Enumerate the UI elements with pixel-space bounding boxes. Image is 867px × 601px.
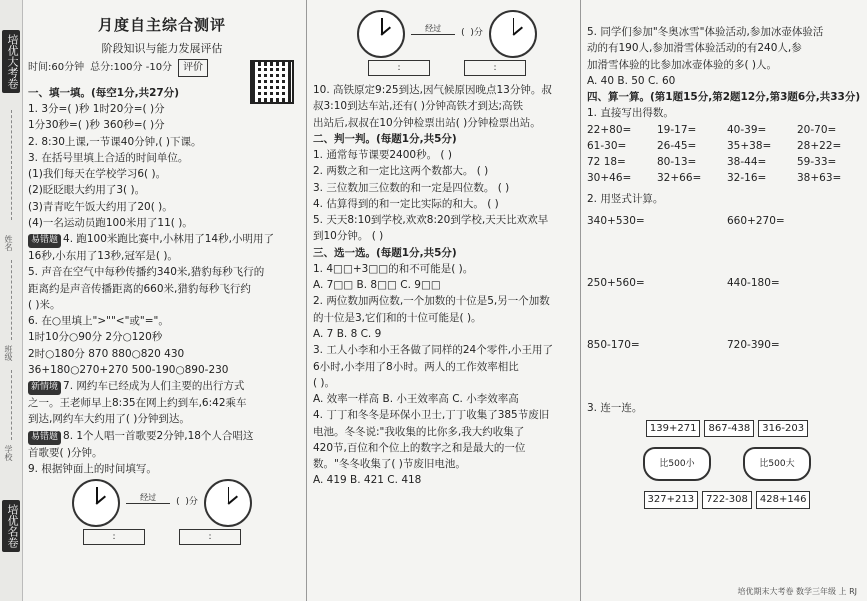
qr-code-icon (250, 60, 294, 104)
question-line (28, 281, 296, 297)
question-line (587, 105, 867, 121)
binding-school-label: 学校 (4, 445, 13, 461)
question-text: 距离约是声音传播距离的660米,猎豹每秒飞行约 (28, 282, 251, 295)
question-line (313, 98, 581, 114)
vertical-calc-grid (587, 213, 867, 354)
question-text: (1)我们每天在学校学习6( )。 (28, 168, 167, 181)
clock-end-icon (489, 10, 537, 58)
link-cards-bottom (587, 491, 867, 509)
question-line (28, 297, 296, 313)
calc-item: 22+80= (587, 123, 632, 136)
column-1-questions (28, 85, 296, 477)
question-text: 2时○180分 870 880○820 430 (28, 347, 185, 360)
question-line (28, 329, 296, 345)
question-text: 1. 3分=( )秒 1时20分=( )分 (28, 103, 165, 116)
question-line (313, 326, 581, 342)
question-text: 1. 4□□+3□□的和不可能是( )。 (313, 262, 474, 275)
calc-item: 59-33= (797, 156, 837, 169)
vertical-calc-item: 660+270= (727, 214, 785, 227)
question-line (313, 180, 581, 196)
question-text: (4)一名运动员跑100米用了11( )。 (28, 216, 193, 229)
footer-text: 培优期末大考卷 数学三年级 上 RJ (737, 587, 857, 596)
question-line (28, 248, 296, 264)
question-line (587, 40, 867, 56)
question-text: (3)青青吃午饭大约用了20( )。 (28, 200, 173, 213)
clock-end-icon (204, 479, 252, 527)
question-text: A. 效率一样高 B. 小王效率高 C. 小李效率高 (313, 393, 519, 406)
question-line (28, 166, 296, 182)
calc-item: 30+46= (587, 172, 632, 185)
question-line (313, 359, 581, 375)
calc-item: 20-70= (797, 123, 837, 136)
question-line (28, 346, 296, 362)
question-line (28, 428, 296, 445)
bag-icon[interactable]: 比500小 (643, 447, 711, 481)
question-text: 5. 声音在空气中每秒传播约340米,猎豹每秒飞行的 (28, 266, 265, 279)
question-text: 9. 根据钟面上的时间填写。 (28, 462, 157, 475)
question-text: A. 40 B. 50 C. 60 (587, 74, 676, 87)
answer-box[interactable]: : (368, 60, 430, 76)
column-2-questions (313, 82, 581, 489)
link-card[interactable]: 428+146 (756, 491, 811, 509)
question-text: 出站后,叔叔在10分钟检票出站( )分钟检票出站。 (313, 116, 541, 129)
question-text: 4. 估算得到的和一定比实际的和大。 ( ) (313, 197, 499, 210)
calc-item: 80-13= (657, 156, 697, 169)
question-text: 5. 天天8:10到学校,欢欢8:20到学校,天天比欢欢早 (313, 214, 549, 227)
question-line (313, 163, 581, 179)
question-text: 数。"冬冬收集了( )节废旧电池。 (313, 458, 466, 471)
mental-math-grid (587, 122, 867, 187)
clock-start-icon (72, 479, 120, 527)
question-text: 10. 高铁原定9:25到达,因气候原因晚点13分钟。叔 (313, 84, 552, 96)
question-text: 首歌要( )分钟。 (28, 446, 103, 459)
question-text: 2. 两位数加两位数,一个加数的十位是5,另一个加数 (313, 295, 550, 308)
question-badge: 易错题 (28, 234, 61, 248)
question-text: 4. 丁丁和冬冬是环保小卫士,丁丁收集了385节废旧 (313, 409, 550, 422)
question-text: 一、填一填。(每空1分,共27分) (28, 86, 180, 99)
question-text: 2. 8:30上课,一节课40分钟,( )下课。 (28, 135, 202, 148)
link-card[interactable]: 867-438 (704, 420, 754, 438)
question-line (28, 362, 296, 378)
question-line (28, 134, 296, 150)
question-line (313, 212, 581, 228)
clock-start-icon (357, 10, 405, 58)
clock-diagram-2: 经过 ( )分 : : (313, 10, 581, 78)
question-badge: 易错题 (28, 431, 61, 445)
question-text: 1. 直接写出得数。 (587, 107, 674, 120)
calc-item: 19-17= (657, 123, 697, 136)
section-heading (313, 131, 581, 147)
question-text: A. 7□□ B. 8□□ C. 9□□ (313, 279, 441, 292)
elapsed-arrow: 经过 (411, 34, 455, 35)
question-text: 420节,百位和个位上的数字之和是最大的一位 (313, 441, 526, 454)
question-text: A. 419 B. 421 C. 418 (313, 474, 422, 487)
question-line (313, 440, 581, 456)
vertical-calc-title: 2. 用竖式计算。 (587, 192, 664, 205)
question-text: 3. 在括号里填上合适的时间单位。 (28, 151, 189, 164)
question-line (313, 115, 581, 131)
question-text: 8. 1个人唱一首歌要2分钟,18个人合唱这 (63, 429, 254, 442)
answer-box[interactable]: : (83, 529, 145, 545)
question-line (28, 411, 296, 427)
question-line (28, 378, 296, 395)
question-text: ( )。 (313, 376, 336, 389)
question-line (28, 117, 296, 133)
question-text: 7. 网约车已经成为人们主要的出行方式 (63, 380, 245, 393)
answer-box[interactable]: : (464, 60, 526, 76)
question-text: 5. 同学们参加"冬奥冰雪"体验活动,参加冰壶体验活 (587, 26, 824, 38)
link-card[interactable]: 722-308 (702, 491, 752, 509)
question-line (313, 293, 581, 309)
time-label: 时间:60分钟 (28, 62, 85, 74)
question-line (28, 182, 296, 198)
binding-dash (11, 370, 12, 440)
question-text: 6小时,小李用了8小时。两人的工作效率相比 (313, 360, 519, 373)
question-line (28, 461, 296, 477)
calc-item: 38-44= (727, 156, 767, 169)
question-text: 16秒,小东用了13秒,冠军是( )。 (28, 250, 178, 263)
question-line (313, 147, 581, 163)
calc-item: 72 18= (587, 156, 626, 169)
calc-item: 32+66= (657, 172, 702, 185)
question-text: 6. 在○里填上">""<"或"="。 (28, 315, 169, 328)
link-card[interactable]: 327+213 (644, 491, 699, 509)
question-text: A. 7 B. 8 C. 9 (313, 327, 382, 340)
column-3 (580, 0, 867, 601)
link-bags (587, 447, 867, 481)
elapsed-arrow: 经过 (126, 503, 170, 504)
binding-tag-bottom: 培优名卷 (2, 500, 20, 552)
calc-item: 38+63= (797, 172, 842, 185)
question-line (28, 199, 296, 215)
question-line (313, 310, 581, 326)
question-line (28, 395, 296, 411)
vertical-calc-item: 340+530= (587, 214, 645, 227)
question-line (28, 150, 296, 166)
question-text: 电池。冬冬说:"我收集的比你多,我大约收集了 (313, 425, 525, 438)
vertical-calc-item: 250+560= (587, 277, 645, 290)
question-line (587, 73, 867, 89)
question-text: 三、选一选。(每题1分,共5分) (313, 246, 457, 259)
question-line (313, 407, 581, 423)
question-line (313, 472, 581, 488)
question-text: 的十位是3,它们和的十位可能是( )。 (313, 311, 482, 324)
page-title: 月度自主综合测评 (97, 16, 226, 34)
question-line (28, 313, 296, 329)
question-badge: 新情境 (28, 381, 61, 395)
link-card[interactable]: 139+271 (646, 420, 701, 438)
vertical-calc-item: 850-170= (587, 339, 640, 352)
page-subtitle: 阶段知识与能力发展评估 (101, 42, 223, 56)
question-text: 1分30秒=( )秒 360秒=( )分 (28, 119, 165, 132)
question-line (587, 24, 867, 40)
question-line (313, 424, 581, 440)
link-card[interactable]: 316-203 (758, 420, 808, 438)
binding-class-label: 班级 (4, 345, 13, 361)
question-text: 动的有190人,参加滑雪体验活动的有240人,参 (587, 42, 802, 55)
question-line (313, 391, 581, 407)
question-text: 到10分钟。 ( ) (313, 230, 384, 243)
clock-diagram-1: 经过 ( )分 : : (28, 479, 296, 547)
bag-icon[interactable]: 比500大 (743, 447, 811, 481)
question-line (313, 82, 581, 98)
link-title: 3. 连一连。 (587, 401, 643, 414)
link-cards-top (587, 420, 867, 438)
question-line (28, 215, 296, 231)
question-text: ( )米。 (28, 298, 61, 311)
calc-item: 32-16= (727, 172, 767, 185)
question-text: 3. 三位数加三位数的和一定是四位数。 ( ) (313, 181, 510, 194)
question-line (28, 264, 296, 280)
binding-dash (11, 260, 12, 340)
answer-box[interactable]: : (179, 529, 241, 545)
vertical-calc-item: 720-390= (727, 339, 780, 352)
column-1 (28, 0, 296, 601)
binding-tag-top: 培优大考卷 (2, 30, 20, 93)
score-box: 评价 (178, 59, 208, 77)
question-line (28, 445, 296, 461)
question-line (313, 277, 581, 293)
question-text: 1时10分○90分 2分○120秒 (28, 331, 163, 344)
calc-item: 26-45= (657, 139, 697, 152)
question-text: (2)眨眨眼大约用了3( )。 (28, 184, 146, 197)
question-text: 36+180○270+270 500-190○890-230 (28, 363, 229, 376)
binding-name-label: 姓名 (4, 235, 13, 251)
question-line (313, 261, 581, 277)
question-text: 之一。王老师早上8:35在网上约到车,6:42乘车 (28, 397, 247, 410)
question-text: 二、判一判。(每题1分,共5分) (313, 132, 457, 145)
question-text: 3. 工人小李和小王各做了同样的24个零件,小王用了 (313, 344, 554, 357)
calc-item: 35+38= (727, 139, 772, 152)
column-2 (306, 0, 581, 601)
question-line (587, 57, 867, 73)
section-heading (587, 89, 867, 105)
question-line (313, 196, 581, 212)
question-text: 4. 跑100米跑比赛中,小林用了14秒,小明用了 (63, 233, 274, 246)
calc-item: 28+22= (797, 139, 842, 152)
question-line (313, 342, 581, 358)
question-line (313, 456, 581, 472)
score-label: 总分:100分 -10分 (90, 62, 173, 74)
question-line (28, 231, 296, 248)
question-text: 1. 通常每节课要2400秒。 ( ) (313, 149, 452, 162)
calc-item: 61-30= (587, 139, 627, 152)
question-text: 加滑雪体验的比参加冰壶体验的多( )人。 (587, 58, 778, 71)
column-3-questions (587, 24, 867, 122)
calc-item: 40-39= (727, 123, 767, 136)
question-text: 到达,网约车大约用了( )分钟到达。 (28, 413, 190, 426)
vertical-calc-item: 440-180= (727, 277, 780, 290)
question-text: 四、算一算。(第1题15分,第2题12分,第3题6分,共33分) (587, 91, 861, 104)
question-line (313, 228, 581, 244)
question-text: 2. 两数之和一定比这两个数都大。 ( ) (313, 165, 489, 178)
question-text: 叔3:10到达车站,还有( )分钟高铁才到达;高铁 (313, 100, 523, 113)
binding-dash (11, 110, 12, 220)
question-line (313, 375, 581, 391)
binding-strip (0, 0, 23, 601)
section-heading (313, 245, 581, 261)
